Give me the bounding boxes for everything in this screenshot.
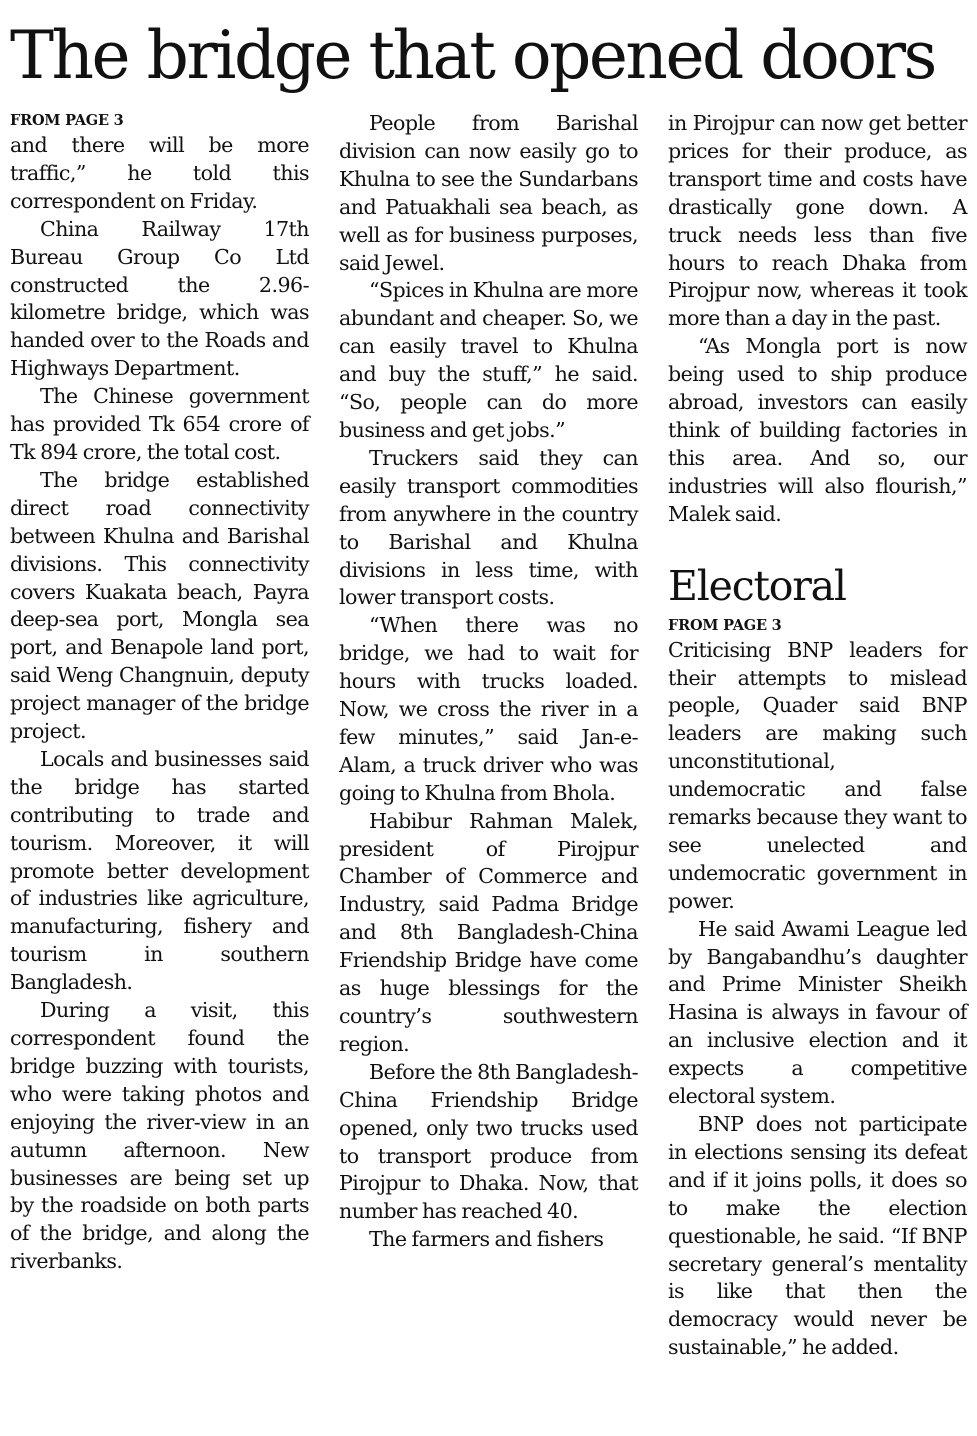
bridge-paragraph: The bridge established direct road connectivity between Khulna and Barishal divisions. This connectivity covers Kuakata beach, Payra deep-sea port, Mongla sea port, and Benapole land port, said Weng Changnuin, deputy project manager of the bridge project.: [10, 467, 309, 744]
bridge-paragraph: “When there was no bridge, we had to wait for hours with trucks loaded. Now, we cross the river in a few minutes,” said Jan-e-Alam, a truck driver who was going to Khulna from Bhola.: [339, 613, 638, 805]
bridge-paragraph: in Pirojpur can now get better prices for their produce, as transport time and costs have drastically gone down. A truck needs less than five hours to reach Dhaka from Pirojpur now, whereas it took more than a day in the past.: [668, 111, 967, 331]
bridge-kicker: FROM PAGE 3: [10, 112, 124, 129]
bridge-paragraph: “Spices in Khulna are more abundant and cheaper. So, we can easily travel to Khulna and buy the stuff,” he said. “So, people can do more business and get jobs.”: [339, 278, 638, 442]
bridge-paragraph: Truckers said they can easily transport commodities from anywhere in the country to Barishal and Khulna divisions in less time, with lower transport costs.: [339, 445, 638, 610]
bridge-paragraph: Before the 8th Bangladesh-China Friendship Bridge opened, only two trucks used to transport produce from Pirojpur to Dhaka. Now, that number has reached 40.: [339, 1059, 638, 1224]
bridge-paragraph: and there will be more traffic,” he told this correspondent on Friday.: [10, 133, 309, 213]
electoral-paragraph: Criticising BNP leaders for their attempts to mislead people, Quader said BNP leaders are making such unconstitutional, undemocratic and false remarks because they want to see unelected and undemocratic government in power.: [668, 637, 967, 913]
bridge-paragraph: China Railway 17th Bureau Group Co Ltd constructed the 2.96-kilometre bridge, which was handed over to the Roads and Highways Department.: [10, 216, 309, 381]
electoral-kicker: FROM PAGE 3: [668, 616, 782, 634]
bridge-paragraph: During a visit, this correspondent found the bridge buzzing with tourists, who were taking photos and enjoying the river-view in an autumn afternoon. New businesses are being set up by the roadside on both parts of the bridge, and along the riverbanks.: [10, 998, 309, 1274]
bridge-paragraph: Habibur Rahman Malek, president of Pirojpur Chamber of Commerce and Industry, said Padma Bridge and 8th Bangladesh-China Friendship Bridge have come as huge blessings for the country’s southwestern region.: [339, 808, 638, 1056]
bridge-paragraph: The farmers and fishers: [369, 1227, 604, 1252]
column-1: [10, 110, 309, 1276]
electoral-paragraph: BNP does not participate in elections sensing its defeat and if it joins polls, it does so to make the election questionable, he said. “If BNP secretary general’s mentality is like that then the democracy would never be sustainable,” he added.: [668, 1112, 967, 1360]
headline: The bridge that opened doors: [10, 17, 935, 94]
bridge-paragraph: Locals and businesses said the bridge has started contributing to trade and tourism. Moreover, it will promote better development of industries like agriculture, manufacturing, fishery and tourism in southern Bangladesh.: [10, 746, 309, 995]
bridge-paragraph: “As Mongla port is now being used to ship produce abroad, investors can easily think of building factories in this area. And so, our industries will also flourish,” Malek said.: [668, 334, 967, 526]
electoral-headline: Electoral: [668, 561, 846, 610]
column-3: [668, 110, 967, 1362]
bridge-paragraph: The Chinese government has provided Tk 654 crore of Tk 894 crore, the total cost.: [10, 384, 309, 464]
electoral-paragraph: He said Awami League led by Bangabandhu’s daughter and Prime Minister Sheikh Hasina is always in favour of an inclusive election and it expects a competitive electoral system.: [668, 916, 967, 1109]
bridge-paragraph: People from Barishal division can now easily go to Khulna to see the Sundarbans and Patuakhali sea beach, as well as for business purposes, said Jewel.: [339, 111, 638, 275]
column-2: [339, 110, 638, 1254]
